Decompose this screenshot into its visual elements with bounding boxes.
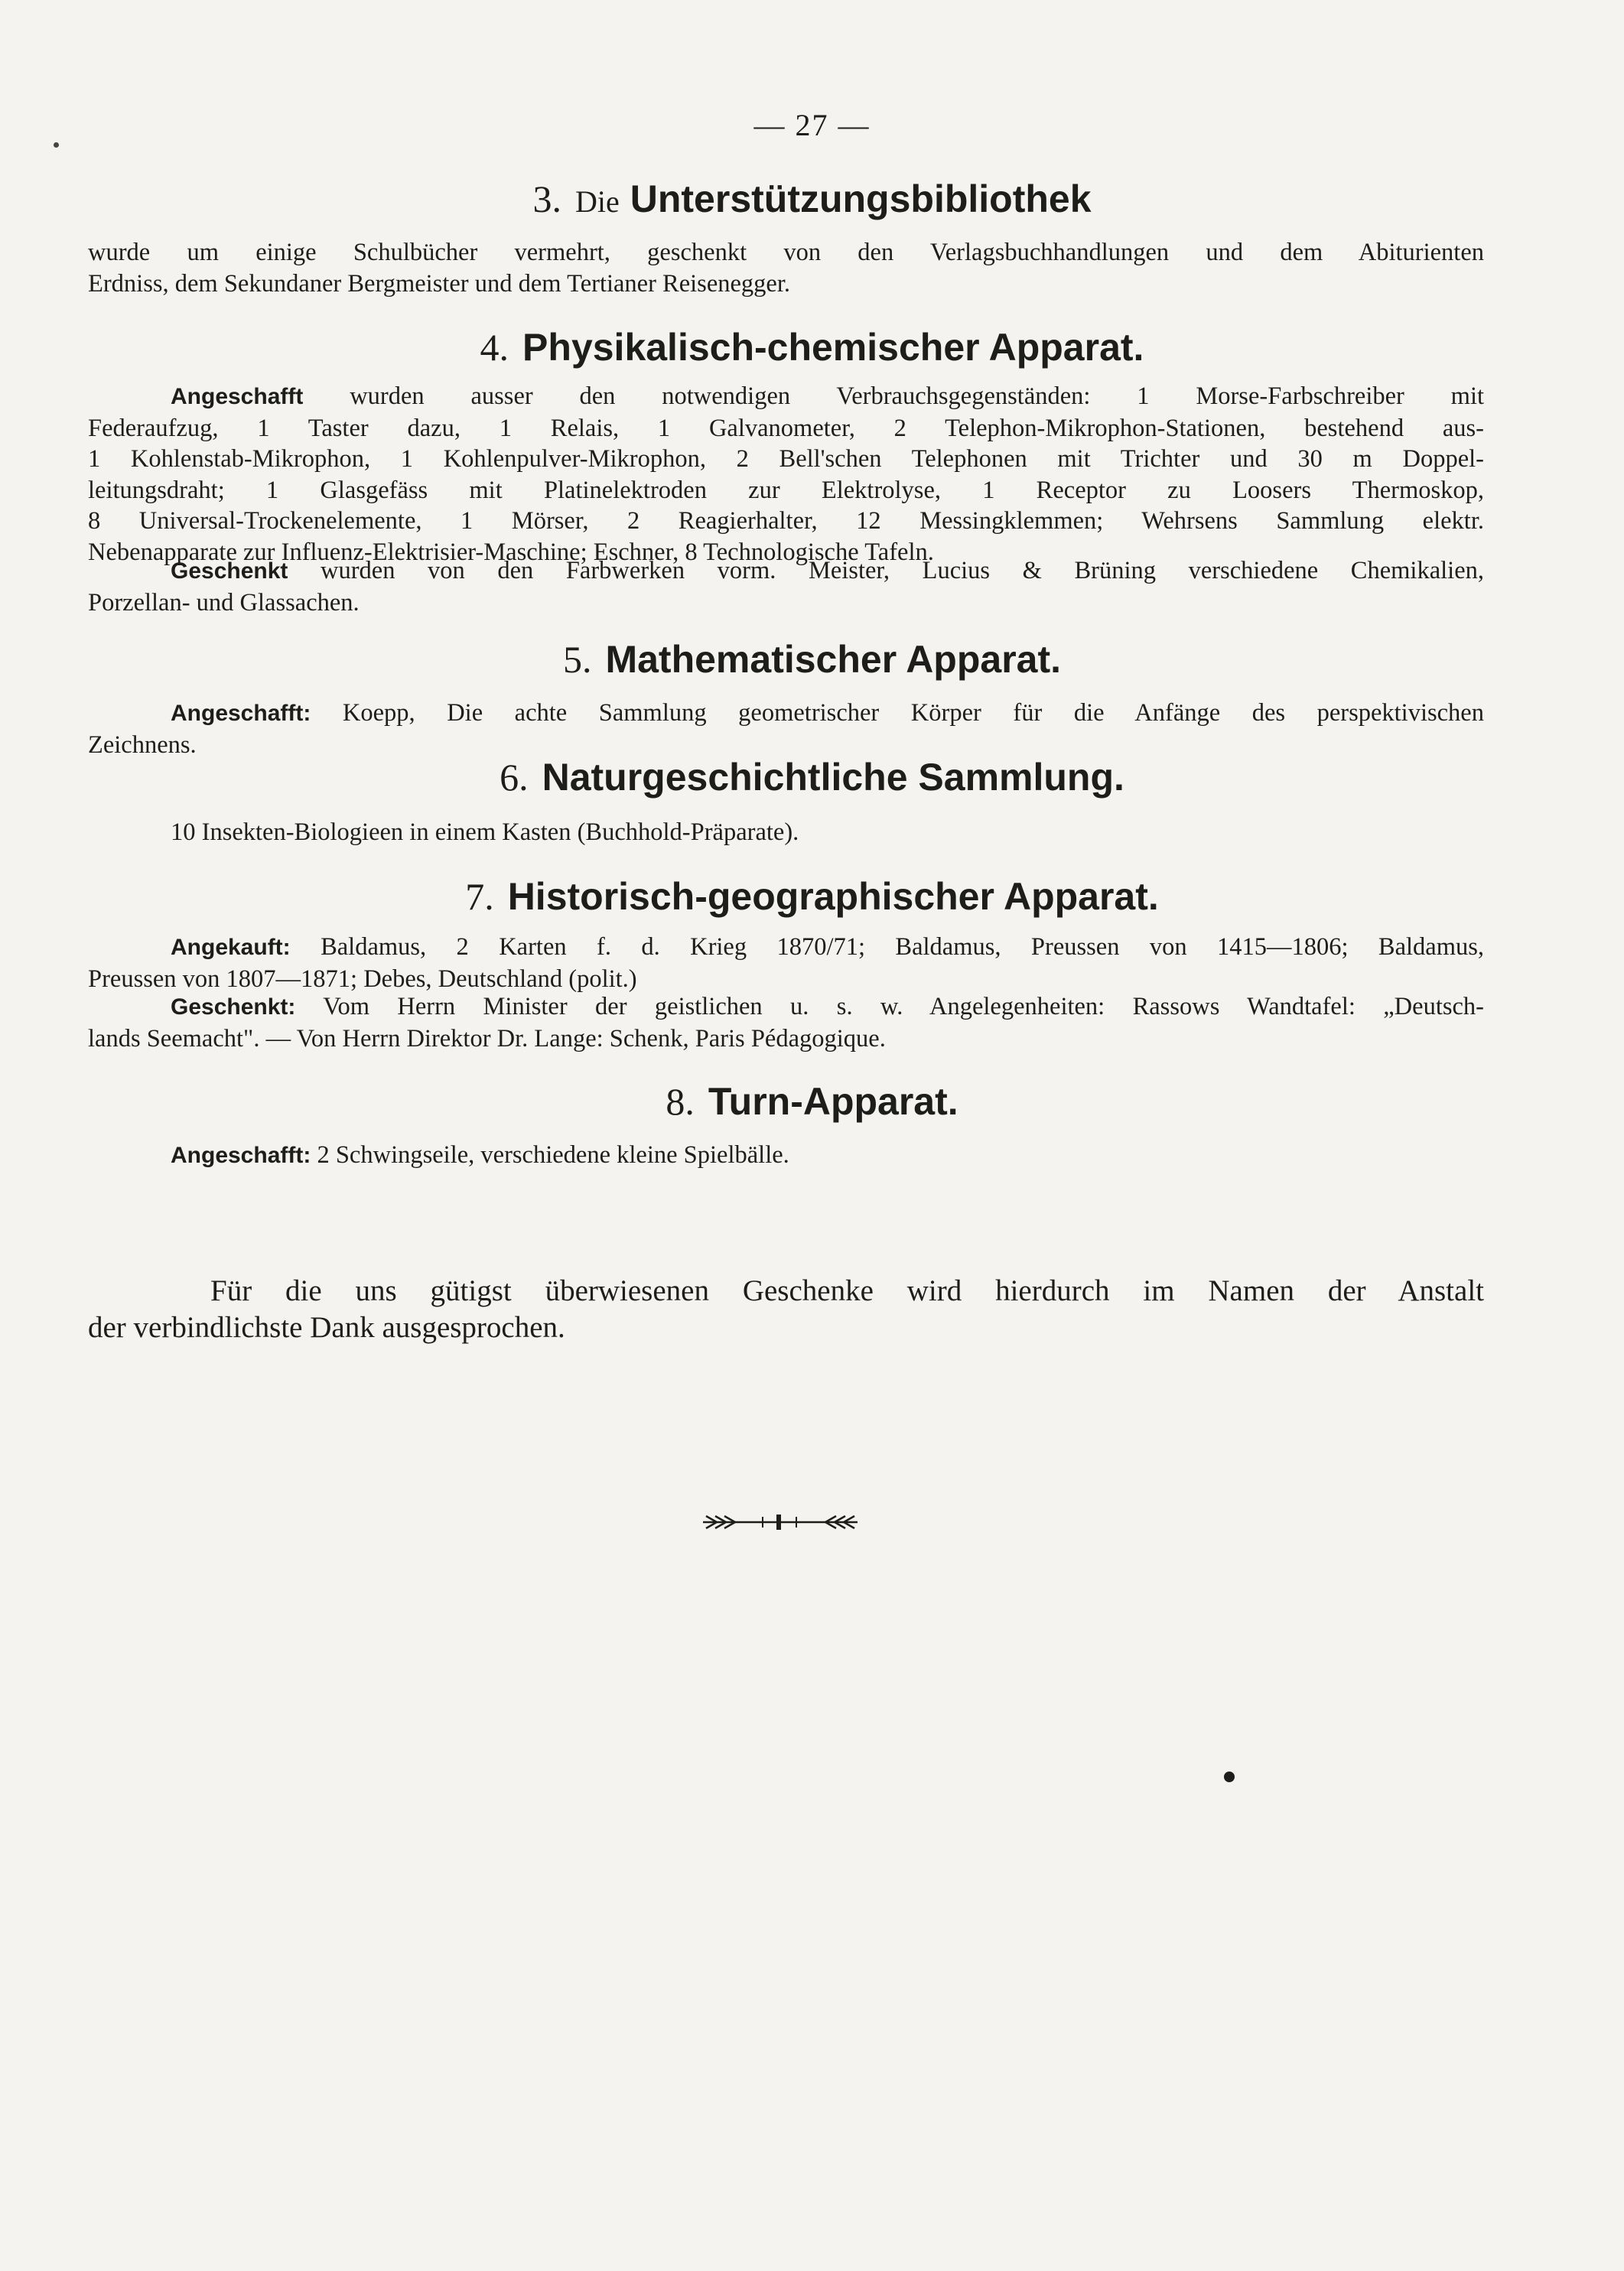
section-number: 7. xyxy=(465,875,494,918)
section-title: Naturgeschichtliche Sammlung. xyxy=(542,756,1124,799)
page-number: — 27 — xyxy=(753,108,871,142)
line-text: wurden ausser den notwendigen Verbrauchsgegenständen: 1 Morse-Farbschreiber mit xyxy=(350,382,1485,410)
text-line xyxy=(88,381,1484,413)
text-line: 1 Kohlenstab-Mikrophon, 1 Kohlenpulver-Mikrophon, 2 Bell'schen Telephonen mit Trichter und 30 m Doppel- xyxy=(88,445,1484,473)
text-line: der verbindlichste Dank ausgesprochen. xyxy=(88,1311,565,1344)
text-line: lands Seemacht". — Von Herrn Direktor Dr. Lange: Schenk, Paris Pédagogique. xyxy=(88,1024,886,1053)
line-text: 2 Schwingseile, verschiedene kleine Spielbälle. xyxy=(317,1141,789,1169)
section-6-paragraph xyxy=(88,817,1484,848)
ink-dot xyxy=(1224,1772,1235,1782)
text-line xyxy=(88,555,1484,587)
section-title: Physikalisch-chemischer Apparat. xyxy=(522,326,1144,369)
section-title: Mathematischer Apparat. xyxy=(605,638,1062,681)
text-line: Für die uns gütigst überwiesenen Geschenke wird hierdurch im Namen der Anstalt xyxy=(210,1274,1484,1307)
section-title: Turn-Apparat. xyxy=(708,1080,958,1123)
section-number: 5. xyxy=(562,638,592,681)
paragraph-lead: Angekauft: xyxy=(171,935,291,960)
paragraph-lead: Angeschafft: xyxy=(171,1143,311,1168)
section-title: Historisch-geographischer Apparat. xyxy=(507,875,1159,918)
text-line: 10 Insekten-Biologieen in einem Kasten (Buchhold-Präparate). xyxy=(171,818,799,846)
section-number: 8. xyxy=(666,1080,695,1123)
section-title-prefix: Die xyxy=(574,184,620,219)
text-line: 8 Universal-Trockenelemente, 1 Mörser, 2 Reagierhalter, 12 Messingklemmen; Wehrsens Sammlung elektr. xyxy=(88,507,1484,535)
text-line: Federaufzug, 1 Taster dazu, 1 Relais, 1 Galvanometer, 2 Telephon-Mikrophon-Stationen, bestehend aus- xyxy=(88,414,1484,442)
text-line: Nebenapparate zur Influenz-Elektrisier-Maschine; Eschner, 8 Technologische Tafeln. xyxy=(88,538,934,566)
text-line: wurde um einige Schulbücher vermehrt, geschenkt von den Verlagsbuchhandlungen und dem Abiturienten xyxy=(88,239,1484,266)
text-line xyxy=(88,991,1484,1023)
section-3-heading xyxy=(0,176,1624,225)
line-text: Baldamus, 2 Karten f. d. Krieg 1870/71; Baldamus, Preussen von 1415—1806; Baldamus, xyxy=(321,933,1485,961)
line-text: Koepp, Die achte Sammlung geometrischer Körper für die Anfänge des perspektivischen xyxy=(342,699,1484,727)
text-line xyxy=(88,932,1484,964)
text-line: leitungsdraht; 1 Glasgefäss mit Platinelektroden zur Elektrolyse, 1 Receptor zu Loosers Thermoskop, xyxy=(88,476,1484,504)
section-number: 6. xyxy=(500,756,529,799)
rule-ornament-icon xyxy=(700,1511,861,1534)
section-8-heading xyxy=(0,1079,1624,1124)
section-4-heading xyxy=(0,324,1624,370)
section-7-heading xyxy=(0,874,1624,919)
paragraph-lead: Geschenkt xyxy=(171,558,288,584)
section-7-paragraph-gifted xyxy=(88,991,1484,1054)
text-line xyxy=(88,698,1484,730)
section-4-paragraph-acquired xyxy=(88,381,1484,568)
section-3-paragraph xyxy=(88,237,1484,299)
page-speck xyxy=(54,142,59,148)
line-text: Vom Herrn Minister der geistlichen u. s. w. Angelegenheiten: Rassows Wandtafel: „Deutsch- xyxy=(323,993,1484,1020)
text-line: Porzellan- und Glassachen. xyxy=(88,588,360,617)
text-line: Preussen von 1807—1871; Debes, Deutschland (polit.) xyxy=(88,965,637,993)
paragraph-lead: Geschenkt: xyxy=(171,994,296,1020)
section-5-heading xyxy=(0,636,1624,682)
section-title: Unterstützungsbibliothek xyxy=(630,177,1092,220)
section-6-heading xyxy=(0,754,1624,800)
text-line: Zeichnens. xyxy=(88,730,197,759)
section-8-paragraph xyxy=(88,1140,1484,1172)
line-text: wurden von den Farbwerken vorm. Meister, Lucius & Brüning verschiedene Chemikalien, xyxy=(320,557,1484,584)
closing-paragraph xyxy=(88,1273,1484,1346)
section-7-paragraph-purchased xyxy=(88,932,1484,994)
section-5-paragraph xyxy=(88,698,1484,760)
section-number: 4. xyxy=(480,326,509,369)
paragraph-lead: Angeschafft xyxy=(171,384,304,409)
text-line xyxy=(88,1140,1484,1172)
section-number: 3. xyxy=(532,177,561,220)
section-4-paragraph-gifted xyxy=(88,555,1484,618)
text-line: Erdniss, dem Sekundaner Bergmeister und dem Tertianer Reisenegger. xyxy=(88,269,791,298)
paragraph-lead: Angeschafft: xyxy=(171,701,311,726)
